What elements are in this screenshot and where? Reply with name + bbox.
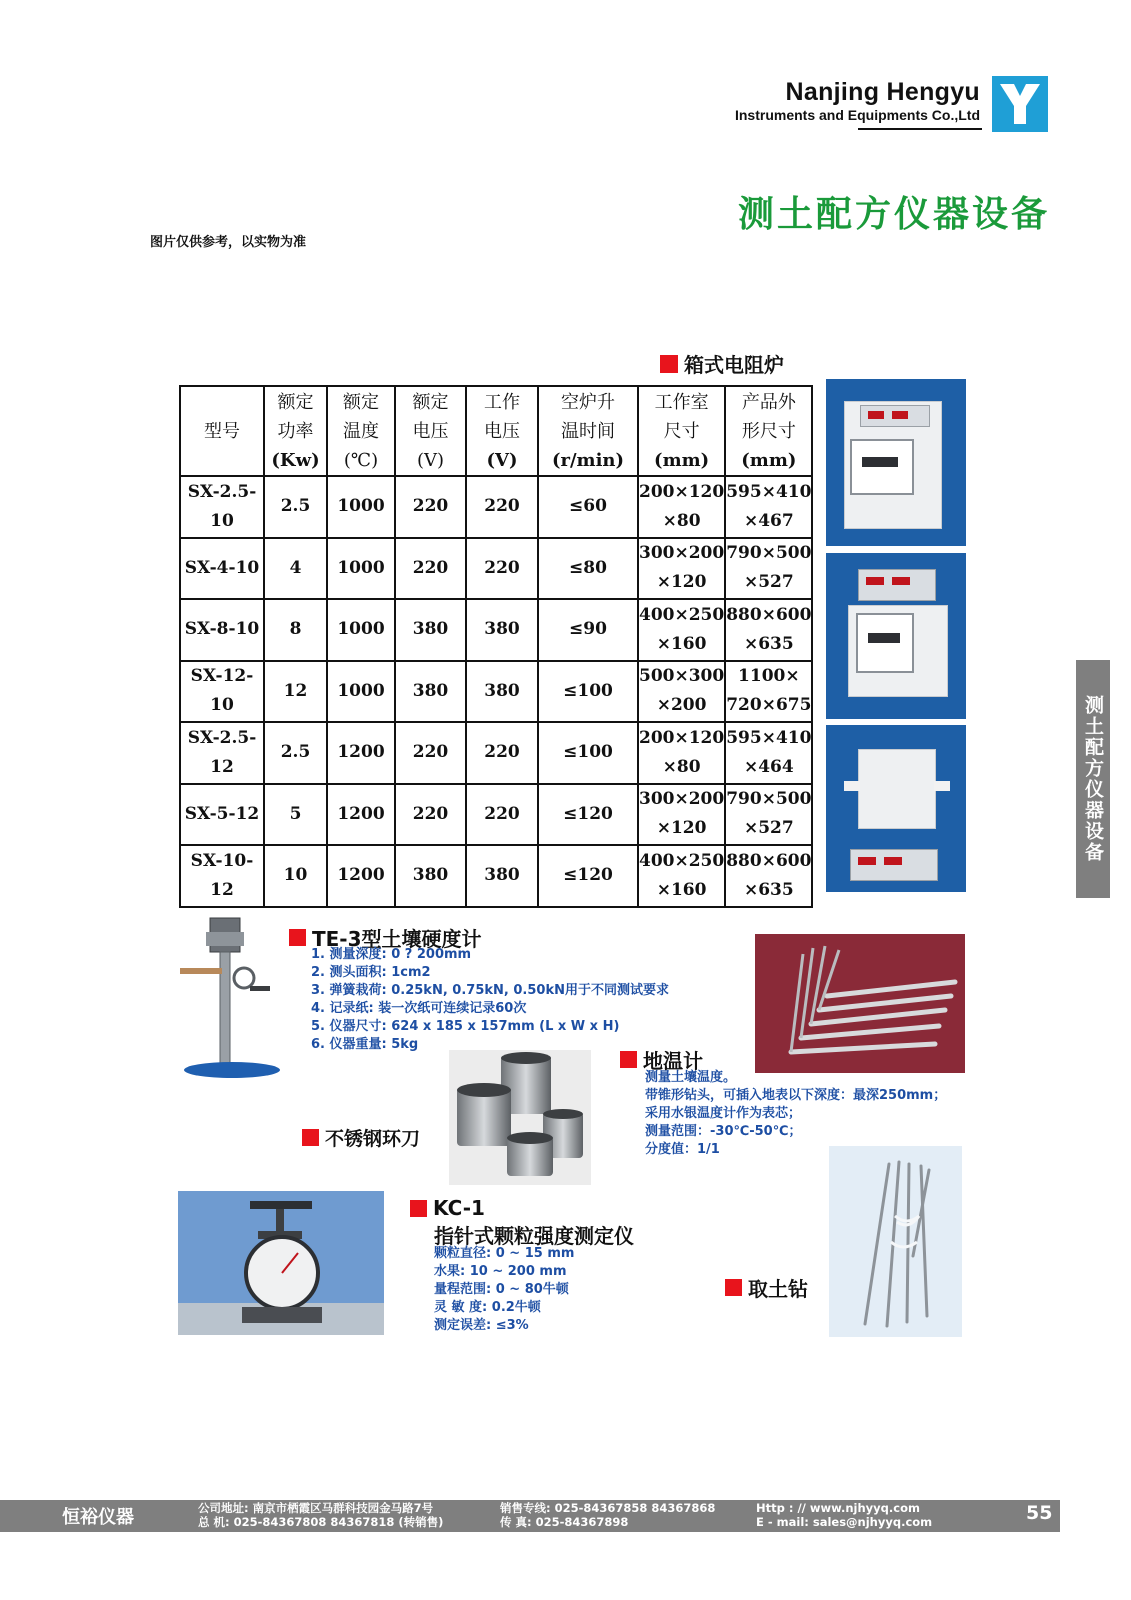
list-item: 测量范围：-30℃-50℃； [645, 1124, 802, 1139]
soil-auger-heading-text: 取土钻 [748, 1277, 808, 1301]
cell-power: 5 [264, 784, 327, 846]
te3-heading-text: TE-3型土壤硬度计 [312, 927, 482, 951]
cell-model: SX-5-12 [180, 784, 264, 846]
cell-power: 2.5 [264, 722, 327, 784]
footer-fax: 传 真: 025-84367898 [500, 1515, 629, 1529]
col-header-chamber-size: 工作室 尺寸 (mm) [638, 386, 725, 476]
cell-model: SX-2.5-12 [180, 722, 264, 784]
cell-outer-size: 595×410 ×464 [725, 722, 812, 784]
cell-chamber-size: 500×300 ×200 [638, 661, 725, 723]
cell-outer-size: 790×500 ×527 [725, 538, 812, 600]
disclaimer-note: 图片仅供参考，以实物为准 [150, 235, 307, 250]
cell-model: SX-8-10 [180, 599, 264, 661]
footer-website-link[interactable]: Http : // www.njhyyq.com [756, 1501, 920, 1515]
cell-rated-voltage: 220 [395, 784, 466, 846]
ring-knife-photo [449, 1050, 591, 1185]
cell-work-voltage: 380 [466, 661, 538, 723]
cell-outer-size: 790×500 ×527 [725, 784, 812, 846]
list-item: 带锥形钻头，可插入地表以下深度：最深250mm； [645, 1088, 947, 1103]
particle-strength-tester-photo [178, 1191, 384, 1335]
cell-temp: 1200 [327, 784, 395, 846]
furnace-heading [660, 349, 784, 378]
list-item: 量程范围: 0 ~ 80牛顿 [434, 1282, 569, 1297]
list-item: 测定误差: ≤3% [434, 1318, 529, 1333]
cell-outer-size: 880×600 ×635 [725, 845, 812, 907]
soil-thermometer-heading-text: 地温计 [643, 1049, 703, 1073]
col-header-power: 额定 功率 (Kw) [264, 386, 327, 476]
red-square-icon [289, 929, 306, 946]
footer-address: 公司地址: 南京市栖霞区马群科技园金马路7号 [198, 1501, 434, 1515]
cell-rated-voltage: 380 [395, 661, 466, 723]
cell-heat-time: ≤100 [538, 722, 638, 784]
cell-power: 2.5 [264, 476, 327, 538]
table-row [180, 538, 812, 600]
col-header-work-voltage: 工作 电压 (V) [466, 386, 538, 476]
cell-work-voltage: 380 [466, 845, 538, 907]
cell-temp: 1000 [327, 476, 395, 538]
list-item: 灵 敏 度: 0.2牛顿 [434, 1300, 541, 1315]
cell-temp: 1200 [327, 845, 395, 907]
cell-chamber-size: 200×120 ×80 [638, 476, 725, 538]
cell-outer-size: 1100× 720×675 [725, 661, 812, 723]
te3-spec-list [311, 946, 669, 1054]
footer-email-link[interactable]: E - mail: sales@njhyyq.com [756, 1515, 933, 1529]
kc1-heading [410, 1196, 485, 1220]
cell-model: SX-2.5-10 [180, 476, 264, 538]
table-row [180, 845, 812, 907]
cell-rated-voltage: 380 [395, 845, 466, 907]
cell-heat-time: ≤120 [538, 845, 638, 907]
page-number: 55 [1026, 1502, 1053, 1524]
furnace-photo-1 [826, 379, 966, 546]
cell-power: 10 [264, 845, 327, 907]
soil-auger-heading [725, 1273, 808, 1302]
cell-outer-size: 595×410 ×467 [725, 476, 812, 538]
list-item: 分度值：1/1 [645, 1142, 720, 1157]
company-name: Nanjing Hengyu [785, 78, 980, 106]
company-underline [858, 128, 982, 130]
cell-model: SX-12-10 [180, 661, 264, 723]
cell-temp: 1000 [327, 661, 395, 723]
cell-power: 8 [264, 599, 327, 661]
list-item: 3. 弹簧栽荷: 0.25kN, 0.75kN, 0.50kN用于不同测试要求 [311, 983, 669, 998]
table-row [180, 722, 812, 784]
company-logo [992, 76, 1048, 132]
furnace-spec-table [179, 385, 813, 908]
cell-work-voltage: 380 [466, 599, 538, 661]
table-row [180, 661, 812, 723]
list-item: 测量土壤温度。 [645, 1070, 737, 1085]
red-square-icon [302, 1129, 319, 1146]
page-title: 测土配方仪器设备 [737, 194, 1050, 235]
cell-work-voltage: 220 [466, 784, 538, 846]
footer-sales-phone: 销售专线: 025-84367858 84367868 [500, 1501, 716, 1515]
list-item: 采用水银温度计作为表芯； [645, 1106, 802, 1121]
list-item: 颗粒直径: 0 ~ 15 mm [434, 1246, 575, 1261]
col-header-outer-size: 产品外 形尺寸 (mm) [725, 386, 812, 476]
ring-knife-heading [302, 1124, 420, 1151]
footer-brand: 恒裕仪器 [62, 1507, 134, 1528]
col-header-rated-voltage: 额定 电压 (V) [395, 386, 466, 476]
cell-power: 12 [264, 661, 327, 723]
cell-work-voltage: 220 [466, 538, 538, 600]
cell-chamber-size: 400×250 ×160 [638, 599, 725, 661]
furnace-photo-2 [826, 553, 966, 719]
list-item: 2. 测头面积: 1cm2 [311, 965, 431, 980]
list-item: 6. 仪器重量: 5kg [311, 1037, 419, 1052]
list-item: 4. 记录纸: 装一次纸可连续记录60次 [311, 1001, 527, 1016]
footer-switchboard: 总 机: 025-84367808 84367818 (转销售) [198, 1515, 444, 1529]
list-item: 1. 测量深度: 0 ? 200mm [311, 947, 472, 962]
soil-auger-photo [829, 1146, 962, 1337]
cell-chamber-size: 400×250 ×160 [638, 845, 725, 907]
table-row [180, 476, 812, 538]
company-subtitle: Instruments and Equipments Co.,Ltd [734, 107, 980, 123]
list-item: 5. 仪器尺寸: 624 x 185 x 157mm (L x W x H) [311, 1019, 620, 1034]
soil-thermometer-photo [755, 934, 965, 1073]
cell-heat-time: ≤60 [538, 476, 638, 538]
col-header-temp: 额定 温度 (℃) [327, 386, 395, 476]
red-square-icon [725, 1279, 742, 1296]
cell-power: 4 [264, 538, 327, 600]
table-header-row [180, 386, 812, 476]
cell-heat-time: ≤120 [538, 784, 638, 846]
table-row [180, 599, 812, 661]
cell-heat-time: ≤90 [538, 599, 638, 661]
cell-work-voltage: 220 [466, 722, 538, 784]
cell-model: SX-10-12 [180, 845, 264, 907]
red-square-icon [660, 355, 678, 373]
cell-outer-size: 880×600 ×635 [725, 599, 812, 661]
cell-rated-voltage: 380 [395, 599, 466, 661]
cell-temp: 1000 [327, 538, 395, 600]
col-header-heat-time: 空炉升 温时间 (r/min) [538, 386, 638, 476]
red-square-icon [620, 1051, 637, 1068]
kc1-spec-list [434, 1245, 574, 1335]
cell-model: SX-4-10 [180, 538, 264, 600]
logo-y-icon [992, 76, 1048, 132]
col-header-model: 型号 [180, 386, 264, 476]
soil-hardness-meter-photo [180, 912, 290, 1084]
table-row [180, 784, 812, 846]
furnace-photo-3 [826, 725, 966, 892]
cell-rated-voltage: 220 [395, 722, 466, 784]
kc1-product-name: 指针式颗粒强度测定仪 [434, 1224, 634, 1248]
cell-heat-time: ≤100 [538, 661, 638, 723]
cell-heat-time: ≤80 [538, 538, 638, 600]
list-item: 水果: 10 ~ 200 mm [434, 1264, 567, 1279]
side-category-tab: 测土配方仪器设备 [1076, 660, 1110, 898]
cell-chamber-size: 300×200 ×120 [638, 538, 725, 600]
furnace-heading-text: 箱式电阻炉 [684, 353, 784, 377]
ring-knife-heading-text: 不锈钢环刀 [325, 1128, 421, 1150]
cell-chamber-size: 200×120 ×80 [638, 722, 725, 784]
cell-chamber-size: 300×200 ×120 [638, 784, 725, 846]
cell-work-voltage: 220 [466, 476, 538, 538]
cell-rated-voltage: 220 [395, 476, 466, 538]
kc1-model-text: KC-1 [433, 1196, 485, 1220]
cell-temp: 1000 [327, 599, 395, 661]
cell-rated-voltage: 220 [395, 538, 466, 600]
red-square-icon [410, 1200, 427, 1217]
cell-temp: 1200 [327, 722, 395, 784]
